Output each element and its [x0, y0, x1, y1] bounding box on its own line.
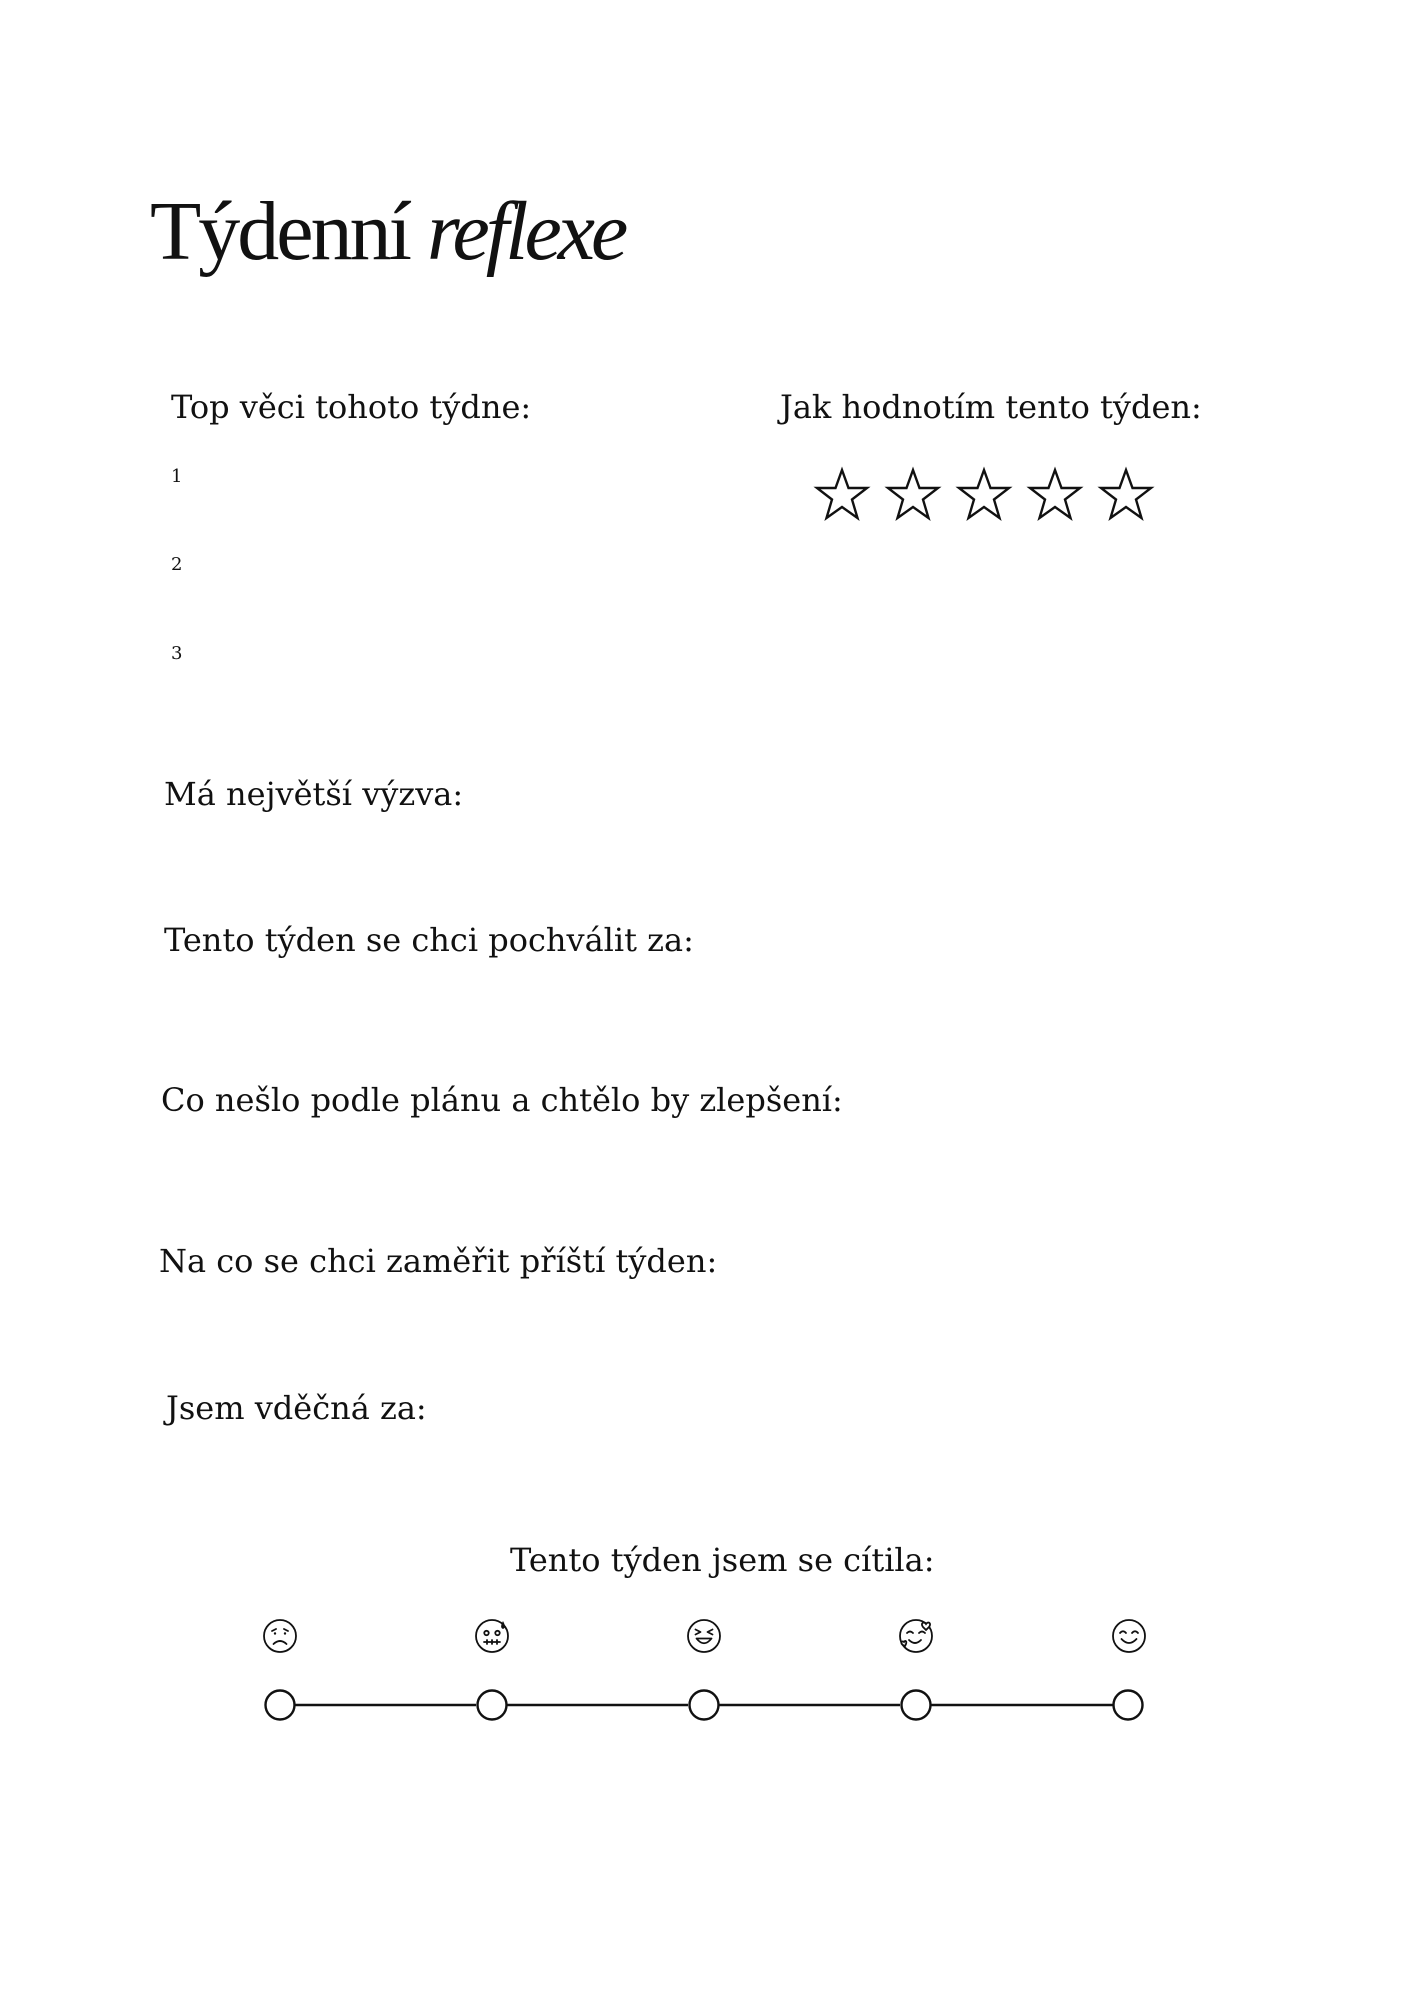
mood-option-2[interactable] [478, 1691, 507, 1720]
mood-label: Tento týden jsem se cítila: [510, 1541, 935, 1579]
mood-option-4[interactable] [902, 1691, 931, 1720]
top-things-number-1: 1 [171, 466, 183, 487]
mood-option-3[interactable] [690, 1691, 719, 1720]
rating-label: Jak hodnotím tento týden: [780, 388, 1202, 426]
top-things-label: Top věci tohoto týdne: [171, 388, 532, 426]
gratitude-label: Jsem vděčná za: [166, 1389, 427, 1427]
star-rating[interactable] [812, 466, 1156, 526]
sad-face-icon [262, 1618, 298, 1654]
laughing-face-icon [686, 1618, 722, 1654]
praise-label: Tento týden se chci pochválit za: [164, 921, 694, 959]
star-icon[interactable] [1096, 466, 1156, 526]
page-title [150, 185, 625, 278]
focus-label: Na co se chci zaměřit příští týden: [159, 1242, 718, 1280]
top-things-number-2: 2 [171, 554, 183, 575]
improve-label: Co nešlo podle plánu a chtělo by zlepšení: [161, 1081, 843, 1119]
star-icon[interactable] [812, 466, 872, 526]
star-icon[interactable] [954, 466, 1014, 526]
title-regular: Týdenní [150, 185, 409, 278]
challenge-label: Má největší výzva: [164, 775, 464, 813]
nervous-face-icon [474, 1618, 510, 1654]
star-icon[interactable] [1025, 466, 1085, 526]
mood-option-5[interactable] [1114, 1691, 1143, 1720]
love-face-icon [898, 1618, 934, 1654]
happy-face-icon [1111, 1618, 1147, 1654]
star-icon[interactable] [883, 466, 943, 526]
mood-option-1[interactable] [266, 1691, 295, 1720]
top-things-number-3: 3 [171, 643, 183, 664]
title-italic: reflexe [426, 185, 625, 278]
